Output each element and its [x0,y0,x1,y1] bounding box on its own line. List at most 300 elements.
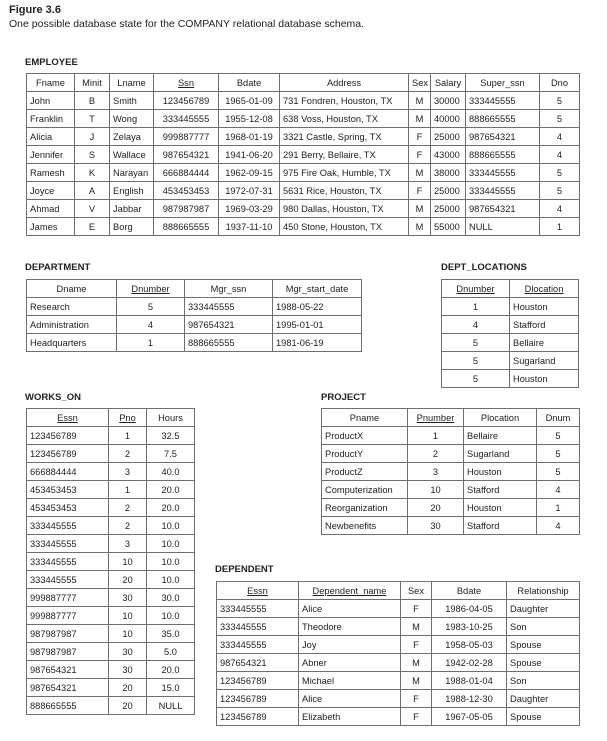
table-cell: 1969-03-29 [219,200,280,218]
table-row [217,600,580,618]
table-cell: 25000 [431,200,466,218]
table-cell: 20.0 [147,661,195,679]
table-cell: 123456789 [217,708,299,726]
table-cell: 10.0 [147,607,195,625]
table-cell: F [409,182,431,200]
table-cell: M [401,654,432,672]
column-header-label: Pno [119,412,136,423]
table-cell: M [401,672,432,690]
table-cell: 638 Voss, Houston, TX [280,110,409,128]
table-cell: 1965-01-09 [219,92,280,110]
table-row [27,679,195,697]
table-cell: Stafford [510,316,579,334]
table-cell: Jennifer [27,146,75,164]
table-row [27,218,580,236]
table-cell: 888665555 [185,334,273,352]
table-cell: 333445555 [217,636,299,654]
table-cell: 1 [442,298,510,316]
table-cell: M [409,92,431,110]
table-cell: 20 [109,679,147,697]
table-cell: Daughter [507,690,580,708]
table-cell: 5 [537,463,580,481]
table-row [27,697,195,715]
header-row [27,409,195,427]
table-cell: 4 [540,146,580,164]
table-cell: F [409,128,431,146]
table-cell: 987987987 [154,200,219,218]
column-header [110,74,154,92]
table-cell: Smith [110,92,154,110]
table-cell: 5 [540,182,580,200]
table-cell: Newbenefits [322,517,408,535]
table-cell: 1958-05-03 [432,636,507,654]
employee-table [26,73,580,236]
table-cell: Narayan [110,164,154,182]
figure-caption: One possible database state for the COMPANY relational database schema. [9,18,365,30]
figure-title: Figure 3.6 [9,4,61,16]
table-cell: ProductZ [322,463,408,481]
table-cell: 1 [117,334,185,352]
table-cell: 333445555 [466,92,540,110]
table-cell: 333445555 [217,600,299,618]
table-cell: 5 [540,110,580,128]
table-cell: F [401,636,432,654]
table-cell: 5 [442,370,510,388]
table-cell: 1968-01-19 [219,128,280,146]
table-cell: Alice [299,600,401,618]
column-header-label: Plocation [480,412,520,423]
table-cell: 888665555 [154,218,219,236]
dept-locations-table-title: DEPT_LOCATIONS [441,262,527,273]
table-cell: Alice [299,690,401,708]
header-row [217,582,580,600]
table-cell: Joyce [27,182,75,200]
table-cell: 333445555 [466,164,540,182]
column-header [147,409,195,427]
table-row [322,445,580,463]
column-header-label: Relationship [517,585,569,596]
table-cell: 453453453 [154,182,219,200]
table-cell: 25000 [431,182,466,200]
column-header-label: Dno [550,77,569,88]
table-cell: Elizabeth [299,708,401,726]
table-cell: 987654321 [27,661,109,679]
table-row [217,618,580,636]
department-table-title: DEPARTMENT [25,262,91,273]
table-cell: 1972-07-31 [219,182,280,200]
column-header [117,280,185,298]
table-row [442,352,579,370]
table-row [322,427,580,445]
table-cell: Ahmad [27,200,75,218]
column-header [510,280,579,298]
table-cell: Abner [299,654,401,672]
table-row [27,316,362,334]
table-cell: 987654321 [466,200,540,218]
table-row [27,589,195,607]
table-cell: 1986-04-05 [432,600,507,618]
column-header [299,582,401,600]
table-row [27,607,195,625]
table-cell: 20.0 [147,499,195,517]
table-cell: 30 [109,589,147,607]
table-cell: 10 [109,625,147,643]
table-cell: 20.0 [147,481,195,499]
table-cell: 4 [442,316,510,334]
table-cell: NULL [466,218,540,236]
table-cell: 10.0 [147,571,195,589]
table-cell: F [401,600,432,618]
table-cell: 123456789 [27,445,109,463]
table-cell: 5 [117,298,185,316]
column-header-label: Bdate [456,585,482,596]
table-cell: 10 [109,607,147,625]
table-cell: 30 [408,517,464,535]
table-cell: 20 [408,499,464,517]
table-cell: 5.0 [147,643,195,661]
table-cell: 333445555 [154,110,219,128]
table-cell: Sugarland [464,445,537,463]
table-cell: K [75,164,110,182]
column-header [109,409,147,427]
column-header [408,409,464,427]
table-cell: 987654321 [466,128,540,146]
table-cell: 1 [537,499,580,517]
header-row [442,280,579,298]
table-cell: 1955-12-08 [219,110,280,128]
table-cell: 3 [109,463,147,481]
table-cell: Bellaire [464,427,537,445]
table-cell: 1967-05-05 [432,708,507,726]
table-cell: Headquarters [27,334,117,352]
table-cell: 975 Fire Oak, Humble, TX [280,164,409,182]
column-header-label: Dnumber [131,283,170,294]
table-row [27,164,580,182]
column-header [464,409,537,427]
column-header [537,409,580,427]
dept-locations-table [441,279,579,388]
table-cell: 2 [109,445,147,463]
table-cell: Joy [299,636,401,654]
column-header [217,582,299,600]
table-cell: Spouse [507,636,580,654]
table-cell: 4 [117,316,185,334]
table-cell: 3 [408,463,464,481]
table-cell: 1988-01-04 [432,672,507,690]
column-header [27,74,75,92]
table-cell: Houston [510,370,579,388]
table-cell: 4 [540,128,580,146]
table-cell: 20 [109,571,147,589]
table-row [27,517,195,535]
column-header-label: Hours [158,412,183,423]
column-header-label: Pname [349,412,380,423]
dependent-table-title: DEPENDENT [215,564,274,575]
works-on-table-title: WORKS_ON [25,392,81,403]
table-cell: Son [507,618,580,636]
column-header-label: Dname [56,283,87,294]
table-row [442,370,579,388]
table-cell: 666884444 [154,164,219,182]
table-cell: 4 [537,517,580,535]
table-cell: 123456789 [217,690,299,708]
table-row [27,625,195,643]
column-header-label: Super_ssn [480,77,525,88]
table-cell: Michael [299,672,401,690]
table-row [442,316,579,334]
header-row [27,280,362,298]
table-row [27,298,362,316]
column-header [154,74,219,92]
table-cell: Son [507,672,580,690]
column-header [75,74,110,92]
table-cell: 333445555 [27,553,109,571]
table-row [27,128,580,146]
works-on-table [26,408,195,715]
table-cell: James [27,218,75,236]
table-cell: Spouse [507,654,580,672]
table-cell: 1981-06-19 [273,334,362,352]
column-header [401,582,432,600]
table-cell: J [75,128,110,146]
table-row [27,643,195,661]
table-cell: 1 [408,427,464,445]
column-header-label: Bdate [236,77,262,88]
table-cell: 40000 [431,110,466,128]
table-cell: 1937-11-10 [219,218,280,236]
table-row [217,708,580,726]
column-header [466,74,540,92]
table-cell: 333445555 [466,182,540,200]
table-cell: 40.0 [147,463,195,481]
column-header-label: Address [326,77,362,88]
table-cell: 1 [109,481,147,499]
column-header [280,74,409,92]
table-cell: 333445555 [27,535,109,553]
table-cell: 333445555 [27,571,109,589]
table-cell: 5631 Rice, Houston, TX [280,182,409,200]
table-cell: 30 [109,643,147,661]
table-cell: 38000 [431,164,466,182]
table-cell: NULL [147,697,195,715]
column-header-label: Minit [82,77,102,88]
column-header [507,582,580,600]
table-cell: 1995-01-01 [273,316,362,334]
table-row [27,571,195,589]
table-cell: 2 [408,445,464,463]
table-cell: A [75,182,110,200]
table-cell: Houston [464,463,537,481]
table-cell: 32.5 [147,427,195,445]
employee-table-title: EMPLOYEE [25,57,78,68]
table-row [27,535,195,553]
table-cell: 10.0 [147,535,195,553]
table-row [27,182,580,200]
table-cell: Daughter [507,600,580,618]
table-row [322,499,580,517]
table-cell: 999887777 [27,607,109,625]
table-cell: 453453453 [27,481,109,499]
table-cell: Houston [510,298,579,316]
table-cell: 5 [442,334,510,352]
table-cell: 123456789 [217,672,299,690]
table-cell: 35.0 [147,625,195,643]
table-cell: 3321 Castle, Spring, TX [280,128,409,146]
table-cell: 30000 [431,92,466,110]
table-row [27,110,580,128]
column-header [442,280,510,298]
column-header [27,409,109,427]
column-header-label: Mgr_start_date [285,283,349,294]
table-row [217,672,580,690]
table-row [442,298,579,316]
table-cell: 291 Berry, Bellaire, TX [280,146,409,164]
column-header-label: Mgr_ssn [210,283,247,294]
table-row [27,463,195,481]
table-cell: Computerization [322,481,408,499]
column-header-label: Essn [57,412,78,423]
table-row [27,553,195,571]
table-cell: Research [27,298,117,316]
table-cell: 15.0 [147,679,195,697]
table-cell: 30.0 [147,589,195,607]
table-cell: John [27,92,75,110]
table-row [322,481,580,499]
table-row [27,334,362,352]
table-cell: V [75,200,110,218]
table-cell: 2 [109,499,147,517]
table-cell: M [401,618,432,636]
table-cell: 333445555 [185,298,273,316]
column-header [431,74,466,92]
column-header-label: Sex [412,77,429,88]
table-cell: T [75,110,110,128]
table-row [322,463,580,481]
table-cell: 987654321 [27,679,109,697]
table-cell: 731 Fondren, Houston, TX [280,92,409,110]
table-cell: Borg [110,218,154,236]
table-row [217,636,580,654]
table-cell: M [409,218,431,236]
column-header-label: Dlocation [524,283,564,294]
table-row [27,661,195,679]
table-cell: Wong [110,110,154,128]
table-cell: 453453453 [27,499,109,517]
project-table [321,408,580,535]
table-cell: E [75,218,110,236]
table-cell: 987987987 [27,643,109,661]
column-header-label: Sex [407,585,425,596]
table-cell: 987654321 [185,316,273,334]
column-header [409,74,431,92]
table-row [217,654,580,672]
column-header-label: Ssn [177,77,195,88]
table-cell: 3 [109,535,147,553]
table-cell: 987654321 [217,654,299,672]
table-cell: B [75,92,110,110]
table-cell: 1 [540,218,580,236]
column-header [540,74,580,92]
table-cell: 123456789 [154,92,219,110]
table-cell: M [409,110,431,128]
table-cell: 666884444 [27,463,109,481]
table-cell: M [409,164,431,182]
header-row [27,74,580,92]
table-cell: 1988-05-22 [273,298,362,316]
table-cell: Jabbar [110,200,154,218]
table-cell: 999887777 [27,589,109,607]
table-cell: 888665555 [466,146,540,164]
table-cell: 980 Dallas, Houston, TX [280,200,409,218]
table-cell: 55000 [431,218,466,236]
table-cell: Wallace [110,146,154,164]
table-cell: 4 [537,481,580,499]
table-cell: 30 [109,661,147,679]
table-row [442,334,579,352]
table-cell: Stafford [464,517,537,535]
table-cell: 5 [537,427,580,445]
table-cell: 1988-12-30 [432,690,507,708]
table-cell: Ramesh [27,164,75,182]
table-cell: ProductX [322,427,408,445]
table-cell: Theodore [299,618,401,636]
department-table [26,279,362,352]
dependent-table [216,581,580,726]
table-cell: Bellaire [510,334,579,352]
table-cell: Alicia [27,128,75,146]
table-cell: 5 [540,92,580,110]
table-row [27,445,195,463]
table-cell: 43000 [431,146,466,164]
table-cell: 4 [540,200,580,218]
column-header [273,280,362,298]
column-header [322,409,408,427]
column-header-label: Dnum [545,412,571,423]
table-cell: 999887777 [154,128,219,146]
table-cell: 20 [109,697,147,715]
column-header-label: Dependent_name [312,585,387,596]
column-header-label: Fname [36,77,65,88]
table-row [27,92,580,110]
table-cell: 5 [540,164,580,182]
table-cell: 1983-10-25 [432,618,507,636]
column-header [27,280,117,298]
table-cell: Zelaya [110,128,154,146]
table-cell: Stafford [464,481,537,499]
table-row [27,499,195,517]
table-cell: Sugarland [510,352,579,370]
table-cell: 2 [109,517,147,535]
table-row [27,481,195,499]
table-cell: 5 [442,352,510,370]
header-row [322,409,580,427]
column-header-label: Dnumber [456,283,495,294]
column-header-label: Lname [117,77,146,88]
table-cell: 888665555 [466,110,540,128]
table-cell: 987654321 [154,146,219,164]
table-cell: 1 [109,427,147,445]
table-row [27,427,195,445]
table-cell: F [401,690,432,708]
table-cell: 1942-02-28 [432,654,507,672]
table-cell: 333445555 [217,618,299,636]
table-cell: 25000 [431,128,466,146]
table-cell: 7.5 [147,445,195,463]
table-cell: 1941-06-20 [219,146,280,164]
table-row [27,200,580,218]
table-row [322,517,580,535]
table-cell: F [409,146,431,164]
